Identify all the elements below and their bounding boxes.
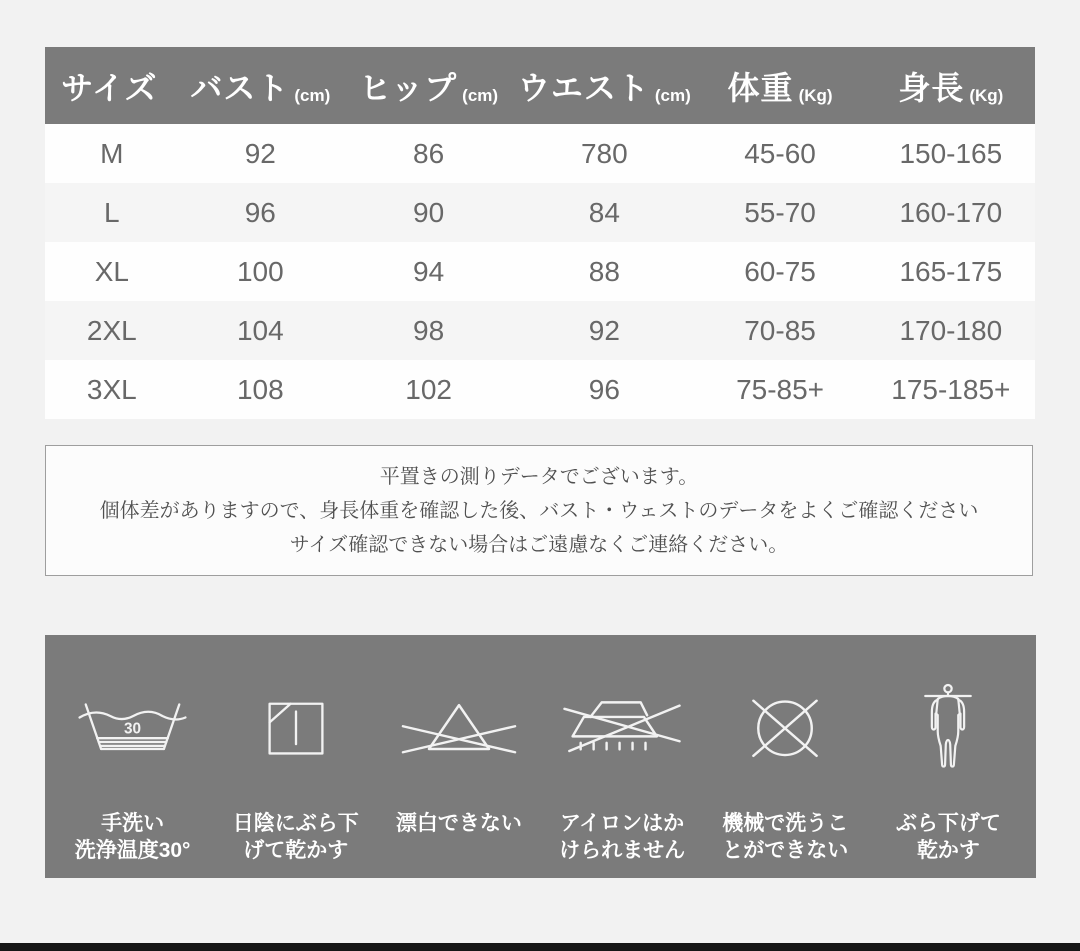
- waist-value: 84: [588, 196, 620, 228]
- care-label: 手洗い 洗浄温度30°: [74, 812, 191, 863]
- handwash-30-icon: [75, 690, 190, 768]
- care-item-handwash: [51, 635, 214, 878]
- bust-value: 96: [244, 196, 276, 228]
- table-row-2xl: [45, 301, 1035, 360]
- header-cell-bust: [179, 63, 342, 109]
- weight-value: 70-85: [744, 314, 816, 346]
- care-item-shade-dry: [214, 635, 377, 878]
- header-unit: (cm): [462, 85, 499, 105]
- care-label: ぶら下げて 乾かす: [895, 812, 1001, 863]
- bust-value: 100: [236, 255, 284, 287]
- no-machine-wash-icon: [740, 690, 830, 768]
- header-unit: (Kg): [798, 85, 833, 105]
- weight-value: 75-85+: [736, 373, 825, 405]
- size-chart-header-row: [45, 47, 1035, 124]
- header-label: バスト: [190, 69, 290, 106]
- care-label: 機械で洗うこ とができない: [722, 812, 849, 863]
- care-item-hang-dry: [867, 635, 1030, 878]
- header-cell-hip: [342, 63, 515, 109]
- hip-value: 86: [413, 137, 445, 169]
- header-label: サイズ: [61, 69, 158, 106]
- note-line: サイズ確認できない場合はご遠慮なくご連絡ください。: [289, 533, 789, 556]
- header-label: ウエスト: [517, 69, 650, 106]
- table-row-l: [45, 183, 1035, 242]
- height-value: 170-180: [899, 314, 1003, 346]
- wash-temp-value: 30: [124, 720, 142, 738]
- size-value: L: [104, 196, 120, 228]
- size-value: 2XL: [86, 314, 137, 346]
- header-cell-waist: [515, 63, 693, 109]
- bust-value: 92: [244, 137, 276, 169]
- weight-value: 55-70: [744, 196, 816, 228]
- table-row-xl: [45, 242, 1035, 301]
- note-line: 平置きの測りデータでございます。: [379, 465, 699, 488]
- care-item-no-bleach: [377, 635, 540, 878]
- care-item-no-iron: [541, 635, 704, 878]
- care-label: アイロンはか けられません: [559, 812, 686, 863]
- weight-value: 45-60: [744, 137, 816, 169]
- header-label: ヒップ: [359, 69, 458, 106]
- waist-value: 88: [588, 255, 620, 287]
- care-label: 日陰にぶら下 げて乾かす: [232, 812, 359, 863]
- hip-value: 90: [413, 196, 445, 228]
- height-value: 150-165: [899, 137, 1003, 169]
- note-line: 個体差がありますので、身長体重を確認した後、バスト・ウェストのデータをよくご確認ください: [99, 499, 979, 522]
- hip-value: 102: [405, 373, 452, 405]
- size-value: 3XL: [86, 373, 137, 405]
- bottom-divider-bar: [0, 943, 1080, 951]
- shade-hang-dry-icon: [256, 690, 336, 768]
- hang-dry-icon: [915, 690, 981, 768]
- height-value: 160-170: [899, 196, 1003, 228]
- bust-value: 108: [236, 373, 284, 405]
- size-value: XL: [94, 255, 129, 287]
- no-iron-icon: [561, 690, 683, 768]
- header-unit: (cm): [294, 85, 331, 105]
- care-label: 漂白できない: [395, 812, 522, 835]
- header-cell-height: [867, 63, 1035, 109]
- header-unit: (Kg): [969, 85, 1004, 105]
- bust-value: 104: [236, 314, 284, 346]
- measurement-note-box: [45, 445, 1033, 576]
- waist-value: 780: [580, 137, 628, 169]
- hip-value: 98: [413, 314, 445, 346]
- no-bleach-icon: [398, 690, 520, 768]
- height-value: 165-175: [899, 255, 1003, 287]
- size-chart-table: [45, 47, 1035, 419]
- care-item-no-machine-wash: [704, 635, 867, 878]
- waist-value: 92: [588, 314, 620, 346]
- hip-value: 94: [413, 255, 445, 287]
- header-unit: (cm): [654, 85, 691, 105]
- header-label: 体重: [727, 69, 794, 106]
- header-cell-size: [45, 63, 179, 109]
- header-cell-weight: [693, 63, 866, 109]
- care-instructions-panel: [45, 635, 1036, 878]
- table-row-3xl: [45, 360, 1035, 419]
- weight-value: 60-75: [744, 255, 816, 287]
- height-value: 175-185+: [891, 373, 1011, 405]
- size-value: M: [100, 137, 124, 169]
- waist-value: 96: [588, 373, 620, 405]
- table-row-m: [45, 124, 1035, 183]
- header-label: 身長: [898, 69, 965, 106]
